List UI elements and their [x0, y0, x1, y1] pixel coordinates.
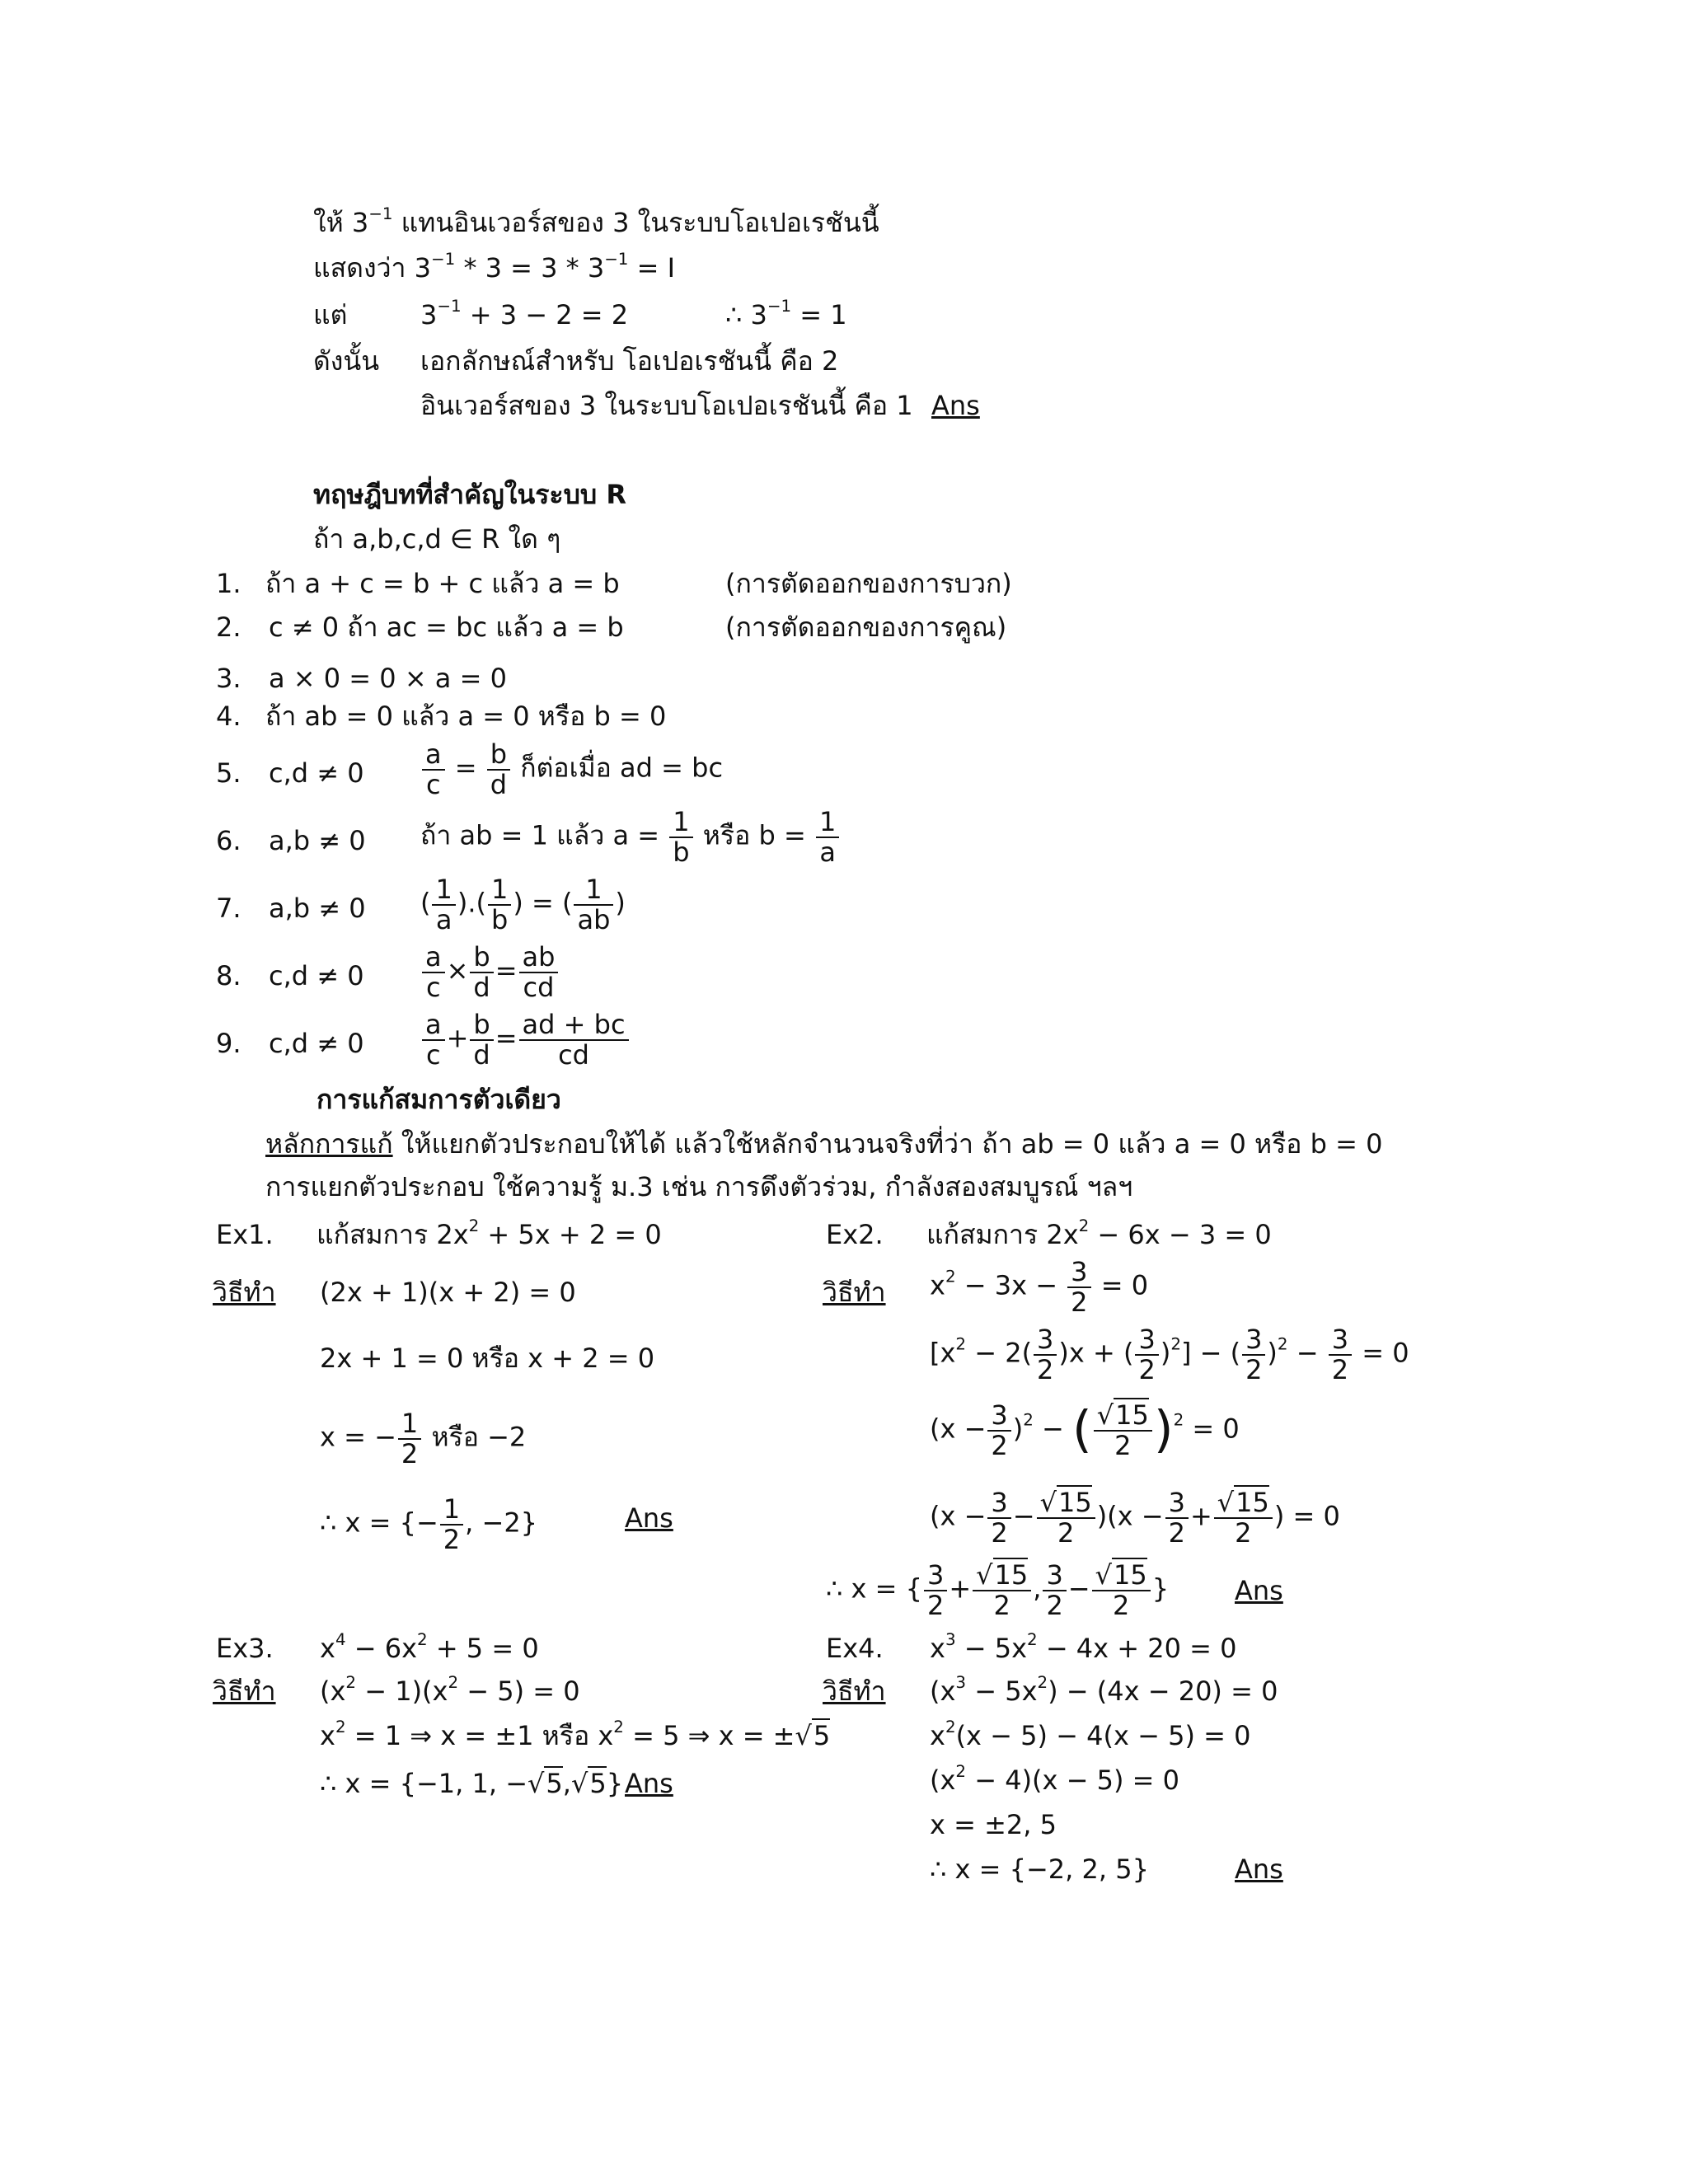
fraction: $\frac{3}{2}$ [1034, 1325, 1057, 1384]
example-label: Ex3. [216, 1633, 274, 1664]
method-label: วิธีทำ [823, 1277, 886, 1308]
theorem-6-condition: a,b ≠ 0 [269, 825, 366, 856]
theorem-number: 9. [216, 1028, 241, 1059]
fraction: $\frac{1}{2}$ [440, 1495, 463, 1554]
example-3-step: $(x^2 - 1)(x^2 - 5) = 0$ [320, 1673, 580, 1707]
fraction: $\frac{3}{2}$ [1165, 1488, 1189, 1547]
example-1-answer: ∴ x = {− $\frac{1}{2}$ , −2} [320, 1493, 538, 1555]
theorem-3-statement: a × 0 = 0 × a = 0 [269, 663, 507, 694]
example-2-step: [$x^2 - 2$( $\frac{3}{2}$ )x + ( $\frac{3}{2}$ )$^2$] − ( $\frac{3}{2}$ )$^2$ − $\frac{3}{2}$ = 0 [930, 1324, 1409, 1385]
example-1-task: แก้สมการ $2x^2 + 5x + 2 = 0$ [316, 1216, 662, 1250]
theorems-intro: ถ้า a,b,c,d ∈ R ใด ๆ [313, 523, 561, 555]
theorem-7-condition: a,b ≠ 0 [269, 893, 366, 924]
answer-mark: Ans [931, 390, 980, 421]
principle-line: หลักการแก้ ให้แยกตัวประกอบให้ได้ แล้วใช้หลักจำนวนจริงที่ว่า ถ้า ab = 0 แล้ว a = 0 หรือ b = 0 [265, 1128, 1383, 1160]
method-label: วิธีทำ [213, 1675, 276, 1707]
fraction: $\frac{3}{2}$ [1242, 1325, 1265, 1384]
theorem-6-formula: ถ้า ab = 1 แล้ว a = $\frac{1}{b}$ หรือ b = $\frac{1}{a}$ [420, 808, 841, 866]
inverse-but-equation: $3^{-1} + 3 - 2 = 2$ [420, 297, 629, 330]
theorem-9-condition: c,d ≠ 0 [269, 1028, 364, 1059]
fraction: $\frac{ad + bc}{cd}$ [519, 1010, 629, 1069]
answer-mark: Ans [1235, 1854, 1283, 1885]
example-2-step: (x − $\frac{3}{2}$ − $\frac{√15}{2}$ )(x − $\frac{3}{2}$ + $\frac{√15}{2}$ ) = 0 [930, 1487, 1340, 1549]
fraction: $\frac{√15}{2}$ [973, 1561, 1031, 1619]
method-label: วิธีทำ [213, 1277, 276, 1308]
fraction: $\frac{√15}{2}$ [1094, 1401, 1152, 1460]
theorem-number: 6. [216, 825, 241, 856]
example-1-step: (2x + 1)(x + 2) = 0 [320, 1277, 576, 1308]
fraction: $\frac{1}{a}$ [432, 875, 455, 934]
example-2-step: $x^2 - 3x$ − $\frac{3}{2}$ = 0 [930, 1256, 1149, 1318]
theorem-5-formula: $\frac{a}{c}$ = $\frac{b}{d}$ ก็ต่อเมื่อ ad = bc [420, 740, 723, 799]
theorems-heading: ทฤษฎีบทที่สำคัญในระบบ R [313, 479, 626, 510]
fraction: $\frac{1}{ab}$ [574, 875, 613, 934]
fraction: $\frac{1}{b}$ [488, 875, 511, 934]
example-2-step: (x − $\frac{3}{2}$ )$^2$ − ( $\frac{√15}{2}$ )$^2$ = 0 [930, 1399, 1240, 1461]
fraction: $\frac{√15}{2}$ [1037, 1488, 1095, 1547]
example-2-task: แก้สมการ $2x^2 - 6x - 3 = 0$ [926, 1216, 1272, 1250]
fraction: $\frac{ab}{cd}$ [519, 943, 559, 1001]
fraction: $\frac{√15}{2}$ [1214, 1488, 1273, 1547]
fraction: $\frac{3}{2}$ [1329, 1325, 1352, 1384]
example-3-answer: ∴ x = {−1, 1, −√5,√5} [320, 1768, 624, 1799]
theorem-number: 4. [216, 701, 241, 732]
theorem-2-note: (การตัดออกของการคูณ) [725, 612, 1007, 643]
example-4-step: $(x^3 - 5x^2) - (4x - 20) = 0$ [930, 1673, 1278, 1707]
theorem-number: 2. [216, 612, 241, 643]
fraction: $\frac{3}{2}$ [987, 1401, 1010, 1460]
theorem-1-note: (การตัดออกของการบวก) [725, 568, 1012, 599]
answer-mark: Ans [1235, 1575, 1283, 1606]
example-label: Ex4. [826, 1633, 884, 1664]
inverse-definition-line: ให้ $3^{-1}$ แทนอินเวอร์สของ 3 ในระบบโอเปอเรชันนี้ [313, 204, 879, 238]
inverse-of-3-statement: อินเวอร์สของ 3 ในระบบโอเปอเรชันนี้ คือ 1 [420, 390, 913, 421]
theorem-9-formula: $\frac{a}{c}$ + $\frac{b}{d}$ = $\frac{ad + bc}{cd}$ [420, 1010, 631, 1069]
example-3-step: $x^2 = 1$ ⇒ x = ±1 หรือ $x^2 = 5$ ⇒ x = ±√5 [320, 1718, 831, 1751]
theorem-number: 5. [216, 757, 241, 789]
fraction: $\frac{3}{2}$ [1067, 1258, 1090, 1316]
inverse-show-line: แสดงว่า $3^{-1} * 3 = 3 * 3^{-1} = I$ [313, 250, 676, 284]
fraction: $\frac{3}{2}$ [1043, 1561, 1066, 1619]
example-label: Ex1. [216, 1219, 274, 1250]
example-4-answer: ∴ x = {−2, 2, 5} [930, 1854, 1149, 1885]
inverse-conclusion-label: ดังนั้น [313, 345, 380, 377]
fraction: $\frac{1}{2}$ [398, 1409, 421, 1468]
fraction: $\frac{1}{b}$ [669, 808, 692, 866]
example-1-step: x = − $\frac{1}{2}$ หรือ −2 [320, 1408, 527, 1469]
theorem-number: 7. [216, 893, 241, 924]
theorem-number: 1. [216, 568, 241, 599]
theorem-2-statement: c ≠ 0 ถ้า ac = bc แล้ว a = b [269, 612, 624, 643]
theorem-number: 8. [216, 960, 241, 991]
fraction: $\frac{b}{d}$ [470, 943, 493, 1001]
theorem-8-condition: c,d ≠ 0 [269, 960, 364, 991]
fraction: $\frac{3}{2}$ [924, 1561, 947, 1619]
method-label: วิธีทำ [823, 1675, 886, 1707]
fraction: $\frac{3}{2}$ [987, 1488, 1010, 1547]
example-4-step: $(x^2 - 4)(x - 5) = 0$ [930, 1762, 1179, 1796]
example-4-step: x = ±2, 5 [930, 1809, 1057, 1840]
example-1-step: 2x + 1 = 0 หรือ x + 2 = 0 [320, 1343, 655, 1374]
example-3-task: $x^4 - 6x^2 + 5 = 0$ [320, 1630, 539, 1664]
example-4-step: $x^2(x - 5) - 4(x - 5) = 0$ [930, 1718, 1251, 1751]
fraction: $\frac{a}{c}$ [422, 943, 445, 1001]
fraction: $\frac{a}{c}$ [422, 1010, 445, 1069]
theorem-8-formula: $\frac{a}{c}$ × $\frac{b}{d}$ = $\frac{ab}{cd}$ [420, 943, 560, 1001]
inverse-identity-statement: เอกลักษณ์สำหรับ โอเปอเรชันนี้ คือ 2 [420, 345, 839, 377]
theorem-4-statement: ถ้า ab = 0 แล้ว a = 0 หรือ b = 0 [265, 701, 667, 732]
inverse-but-label: แต่ [313, 299, 348, 330]
fraction: $\frac{b}{d}$ [487, 740, 510, 799]
solving-heading: การแก้สมการตัวเดียว [316, 1084, 561, 1115]
theorem-5-condition: c,d ≠ 0 [269, 757, 364, 789]
example-label: Ex2. [826, 1219, 884, 1250]
fraction: $\frac{b}{d}$ [470, 1010, 493, 1069]
example-4-task: $x^3 - 5x^2 - 4x + 20 = 0$ [930, 1630, 1237, 1664]
fraction: $\frac{3}{2}$ [1135, 1325, 1158, 1384]
fraction: $\frac{1}{a}$ [816, 808, 839, 866]
example-2-answer: ∴ x = { $\frac{3}{2}$ + $\frac{√15}{2}$ , $\frac{3}{2}$ − $\frac{√15}{2}$ } [826, 1559, 1170, 1621]
answer-mark: Ans [625, 1502, 673, 1534]
theorem-number: 3. [216, 663, 241, 694]
factoring-line: การแยกตัวประกอบ ใช้ความรู้ ม.3 เช่น การดึงตัวร่วม, กำลังสองสมบูรณ์ ฯลฯ [265, 1171, 1133, 1202]
answer-mark: Ans [625, 1768, 673, 1799]
fraction: $\frac{√15}{2}$ [1092, 1561, 1151, 1619]
theorem-1-statement: ถ้า a + c = b + c แล้ว a = b [265, 568, 620, 599]
inverse-therefore: ∴ $3^{-1} = 1$ [725, 297, 847, 330]
fraction: $\frac{a}{c}$ [422, 740, 445, 799]
theorem-7-formula: ( $\frac{1}{a}$ ).( $\frac{1}{b}$ ) = ( $\frac{1}{ab}$ ) [420, 874, 626, 935]
